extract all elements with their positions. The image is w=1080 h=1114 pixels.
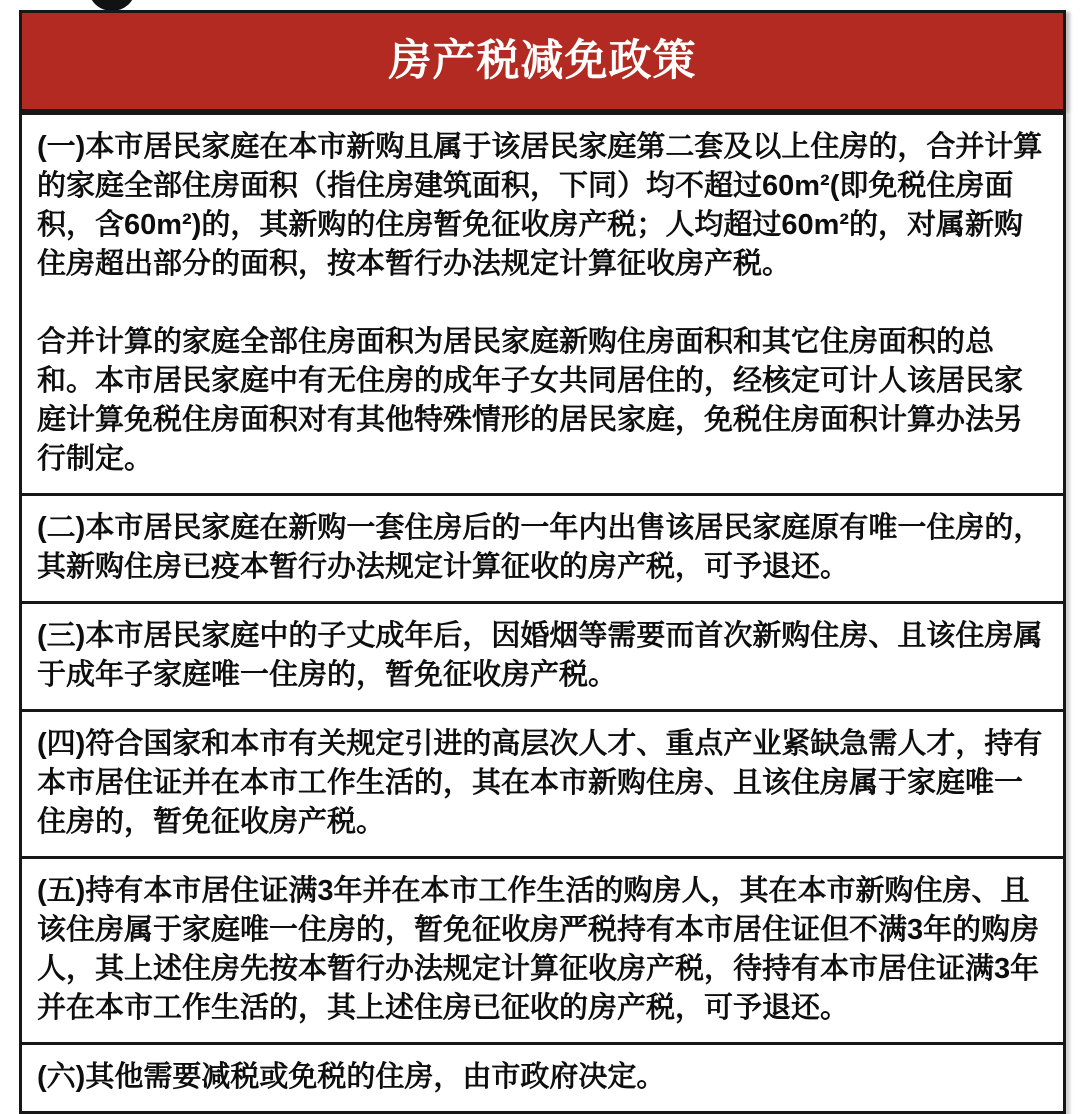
policy-paragraph: (五)持有本市居住证满3年并在本市工作生活的购房人，其在本市新购住房、且该住房属于家庭唯一住房的，暂免征收房严税持有本市居住证但不满3年的购房人，其上述住房先按本暂行办法规定计算征收房产税，待持有本市居住证满3年并在本市工作生活的，其上述住房已征收的房产税，可予退还。 [37, 875, 1040, 1024]
policy-section-6 [22, 1045, 1063, 1111]
policy-section-1 [22, 115, 1063, 496]
policy-paragraph: (一)本市居民家庭在本市新购且属于该居民家庭第二套及以上住房的，合并计算的家庭全部住房面积（指住房建筑面积，下同）均不超过60m²(即免税住房面积，含60m²)的，其新购的住房暂免征收房产税；人均超过60m²的，对属新购住房超出部分的面积，按本暂行办法规定计算征收房产税。 [37, 131, 1043, 280]
policy-paragraph: 合并计算的家庭全部住房面积为居民家庭新购住房面积和其它住房面积的总和。本市居民家庭中有无住房的成年子女共同居住的，经核定可计人该居民家庭计算免税住房面积对有其他特殊情形的居民家庭，免税住房面积计算办法另行制定。 [37, 326, 1024, 475]
policy-sections [19, 112, 1066, 1114]
page-title: 房产税减免政策 [388, 36, 697, 85]
policy-section-3 [22, 604, 1063, 712]
policy-section-5 [22, 859, 1063, 1045]
policy-paragraph: (二)本市居民家庭在新购一套住房后的一年内出售该居民家庭原有唯一住房的，其新购住房已疫本暂行办法规定计算征收的房产税，可予退还。 [37, 512, 1043, 583]
document-header [19, 10, 1066, 112]
policy-section-4 [22, 712, 1063, 859]
policy-paragraph: (三)本市居民家庭中的子丈成年后，因婚烟等需要而首次新购住房、且该住房属于成年子家庭唯一住房的，暂免征收房产税。 [37, 620, 1043, 691]
policy-paragraph: (四)符合国家和本市有关规定引进的高层次人才、重点产业紧缺急需人才，持有本市居住证并在本市工作生活的，其在本市新购住房、且该住房属于家庭唯一住房的，暂免征收房产税。 [37, 728, 1043, 838]
policy-paragraph: (六)其他需要减税或免税的住房，由市政府决定。 [37, 1061, 666, 1093]
policy-section-2 [22, 496, 1063, 604]
policy-document [19, 10, 1066, 1114]
